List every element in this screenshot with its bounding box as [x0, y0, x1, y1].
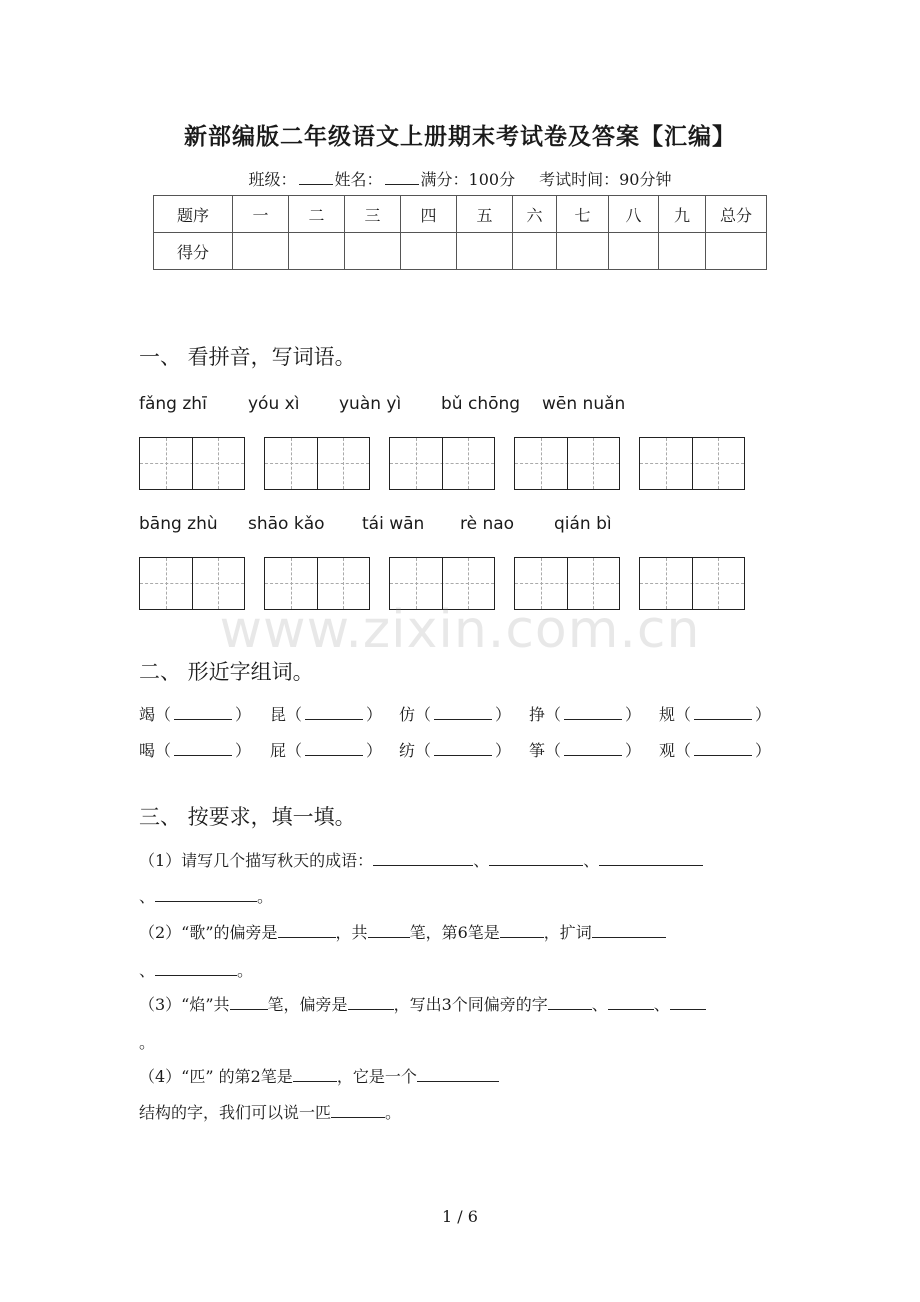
- score-header-cell: 五: [457, 196, 513, 233]
- answer-blank[interactable]: [155, 887, 257, 902]
- score-cell[interactable]: [345, 233, 401, 270]
- answer-blank[interactable]: [368, 923, 410, 938]
- pinyin-label: yuàn yì: [339, 394, 402, 414]
- q3-text: 笔，偏旁是: [267, 995, 348, 1014]
- char: 纺: [399, 741, 416, 760]
- score-cell[interactable]: [557, 233, 609, 270]
- char: 仿: [399, 705, 416, 724]
- answer-blank[interactable]: [694, 743, 752, 756]
- q2-text: （2）“歌”的偏旁是: [139, 923, 278, 942]
- q2-text: ，扩词: [543, 923, 592, 942]
- char-word-item: 纺（ ）: [399, 741, 512, 760]
- answer-blank[interactable]: [293, 1067, 337, 1082]
- pinyin-label: bǔ chōng: [441, 394, 521, 414]
- char-word-item: 挣（ ）: [529, 705, 642, 724]
- answer-blank[interactable]: [305, 707, 363, 720]
- pinyin-row-1: [0, 394, 920, 416]
- char: 昆: [270, 705, 287, 724]
- score-cell[interactable]: [609, 233, 659, 270]
- score-header-cell: 七: [557, 196, 609, 233]
- writing-box[interactable]: [139, 437, 245, 490]
- score-header-cell: 二: [289, 196, 345, 233]
- char-word-item: 仿（ ）: [399, 705, 512, 724]
- score-header-cell: 总分: [706, 196, 767, 233]
- answer-blank[interactable]: [592, 923, 666, 938]
- separator: 、: [653, 995, 670, 1014]
- pinyin-label: tái wān: [362, 514, 425, 534]
- answer-blank[interactable]: [500, 923, 544, 938]
- writing-box[interactable]: [389, 437, 495, 490]
- char: 喝: [139, 741, 156, 760]
- score-header-cell: 九: [659, 196, 706, 233]
- period: 。: [139, 1033, 156, 1052]
- score-header-cell: 题序: [154, 196, 233, 233]
- score-header-cell: 一: [233, 196, 289, 233]
- answer-blank[interactable]: [670, 995, 706, 1010]
- char-word-item: 昆（ ）: [270, 705, 383, 724]
- q2-text: 笔，第6笔是: [409, 923, 500, 942]
- pinyin-label: yóu xì: [248, 394, 300, 414]
- score-header-cell: 四: [401, 196, 457, 233]
- question-1: [139, 848, 703, 871]
- answer-blank[interactable]: [305, 743, 363, 756]
- char: 竭: [139, 705, 156, 724]
- separator: 、: [473, 851, 490, 870]
- answer-blank[interactable]: [564, 743, 622, 756]
- answer-blank[interactable]: [278, 923, 336, 938]
- writing-box[interactable]: [264, 437, 370, 490]
- char-word-item: 喝（ ）: [139, 741, 252, 760]
- period: 。: [257, 887, 274, 906]
- q1-text: （1）请写几个描写秋天的成语：: [139, 851, 374, 870]
- question-1-cont: [139, 884, 273, 907]
- separator: 、: [583, 851, 600, 870]
- answer-blank[interactable]: [564, 707, 622, 720]
- score-header-cell: 六: [513, 196, 557, 233]
- score-cell[interactable]: [659, 233, 706, 270]
- char: 观: [659, 741, 676, 760]
- score-row-label: 得分: [154, 233, 233, 270]
- pinyin-label: bāng zhù: [139, 514, 218, 534]
- char-word-item: 竭（ ）: [139, 705, 252, 724]
- answer-blank[interactable]: [331, 1103, 385, 1118]
- answer-blank[interactable]: [434, 743, 492, 756]
- name-blank: [385, 170, 419, 185]
- answer-blank[interactable]: [608, 995, 654, 1010]
- score-cell[interactable]: [457, 233, 513, 270]
- writing-box[interactable]: [639, 437, 745, 490]
- class-label: 班级：: [248, 170, 297, 189]
- char-word-item: 屁（ ）: [270, 741, 383, 760]
- score-table-score-row: [154, 233, 767, 270]
- writing-box[interactable]: [514, 437, 620, 490]
- q3-text: （3）“焰”共: [139, 995, 230, 1014]
- answer-blank[interactable]: [599, 851, 703, 866]
- char-word-item: 筝（ ）: [529, 741, 642, 760]
- section-1-title: 一、 看拼音，写词语。: [139, 345, 356, 369]
- q4-text: （4）“匹” 的第2笔是: [139, 1067, 293, 1086]
- score-cell[interactable]: [401, 233, 457, 270]
- score-label: 满分：100分: [420, 170, 516, 189]
- char: 规: [659, 705, 676, 724]
- score-header-cell: 三: [345, 196, 401, 233]
- question-2: [139, 920, 666, 943]
- page-number: 1 / 6: [442, 1207, 478, 1226]
- q4-text: 结构的字，我们可以说一匹: [139, 1103, 332, 1122]
- section-2-title: 二、 形近字组词。: [139, 660, 314, 684]
- answer-blank[interactable]: [174, 707, 232, 720]
- period: 。: [385, 1103, 402, 1122]
- answer-blank[interactable]: [230, 995, 268, 1010]
- score-table-header-row: [154, 196, 767, 233]
- class-blank: [299, 170, 333, 185]
- section-3-title: 三、 按要求，填一填。: [139, 805, 356, 829]
- char-word-item: 观（ ）: [659, 741, 772, 760]
- pinyin-label: rè nao: [460, 514, 515, 534]
- answer-blank[interactable]: [417, 1067, 499, 1082]
- watermark: www.zixin.com.cn: [219, 600, 701, 660]
- pinyin-label: qián bì: [554, 514, 612, 534]
- answer-blank[interactable]: [489, 851, 583, 866]
- answer-blank[interactable]: [694, 707, 752, 720]
- separator: 、: [591, 995, 608, 1014]
- score-cell[interactable]: [289, 233, 345, 270]
- question-4: [139, 1064, 499, 1087]
- answer-blank[interactable]: [373, 851, 473, 866]
- char: 挣: [529, 705, 546, 724]
- pinyin-label: wēn nuǎn: [542, 394, 626, 414]
- separator: 、: [139, 961, 156, 980]
- answer-blank[interactable]: [548, 995, 592, 1010]
- separator: 、: [139, 887, 156, 906]
- score-table: [153, 195, 767, 270]
- period: 。: [237, 961, 254, 980]
- time-label: 考试时间：90分钟: [539, 170, 672, 189]
- answer-blank[interactable]: [155, 961, 237, 976]
- score-cell[interactable]: [233, 233, 289, 270]
- score-cell[interactable]: [513, 233, 557, 270]
- score-header-cell: 八: [609, 196, 659, 233]
- question-3-cont: [139, 1030, 155, 1053]
- score-cell[interactable]: [706, 233, 767, 270]
- exam-info: [0, 167, 920, 190]
- question-2-cont: [139, 958, 253, 981]
- pinyin-label: fǎng zhī: [139, 394, 207, 414]
- question-4-cont: [139, 1100, 401, 1123]
- q3-text: ，写出3个同偏旁的字: [393, 995, 548, 1014]
- char: 筝: [529, 741, 546, 760]
- pinyin-label: shāo kǎo: [248, 514, 325, 534]
- answer-blank[interactable]: [434, 707, 492, 720]
- char: 屁: [270, 741, 287, 760]
- page-title: 新部编版二年级语文上册期末考试卷及答案【汇编】: [184, 123, 736, 150]
- answer-blank[interactable]: [174, 743, 232, 756]
- char-word-item: 规（ ）: [659, 705, 772, 724]
- question-3: [139, 992, 706, 1015]
- pinyin-row-2: [0, 514, 920, 536]
- q4-text: ，它是一个: [336, 1067, 417, 1086]
- answer-blank[interactable]: [348, 995, 394, 1010]
- q2-text: ，共: [335, 923, 368, 942]
- name-label: 姓名：: [334, 170, 383, 189]
